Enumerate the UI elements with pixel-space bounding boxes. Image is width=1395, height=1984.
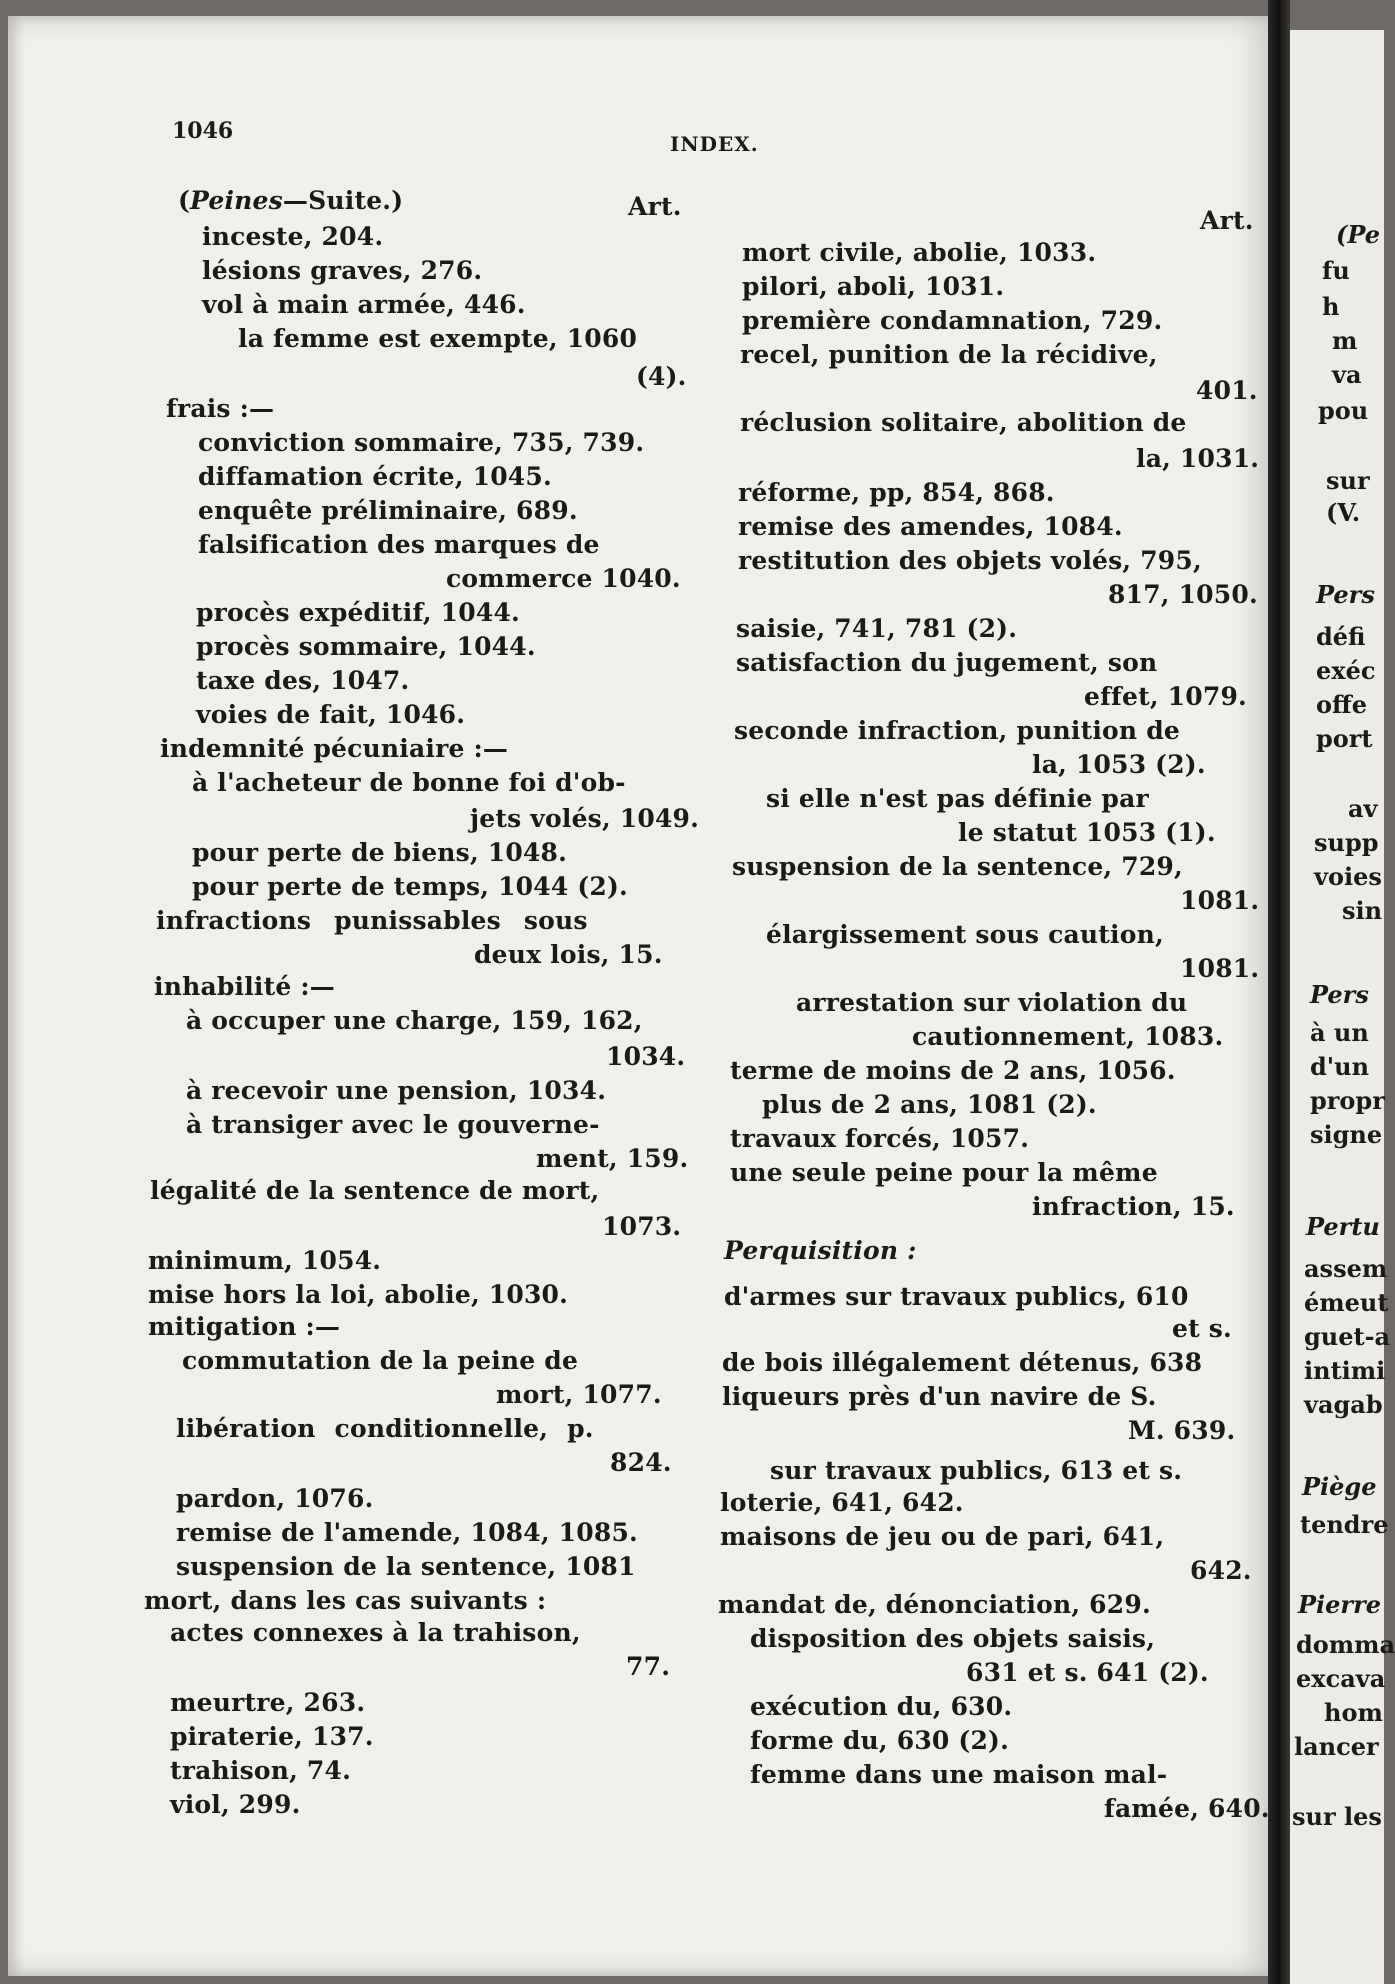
index-line: enquête préliminaire, 689. xyxy=(198,496,578,525)
index-line: 1081. xyxy=(1180,954,1260,983)
index-line: femme dans une maison mal- xyxy=(750,1760,1168,1789)
fragment: excava xyxy=(1296,1664,1386,1693)
fragment: port xyxy=(1316,724,1373,753)
index-line: à l'acheteur de bonne foi d'ob- xyxy=(192,768,626,797)
fragment: supp xyxy=(1314,828,1379,857)
fragment: sin xyxy=(1342,896,1383,925)
index-line: forme du, 630 (2). xyxy=(750,1726,1009,1755)
index-line: élargissement sous caution, xyxy=(766,920,1164,949)
index-line: à transiger avec le gouverne- xyxy=(186,1110,600,1139)
index-line: mort, 1077. xyxy=(496,1380,662,1409)
fragment: sur xyxy=(1326,466,1370,495)
index-line: restitution des objets volés, 795, xyxy=(738,546,1202,575)
index-line: taxe des, 1047. xyxy=(196,666,410,695)
index-line: mise hors la loi, abolie, 1030. xyxy=(148,1280,569,1309)
index-line: la, 1053 (2). xyxy=(1032,750,1206,779)
index-line: pour perte de biens, 1048. xyxy=(192,838,568,867)
fragment: d'un xyxy=(1310,1052,1370,1081)
index-line: et s. xyxy=(1172,1314,1232,1343)
index-line: 631 et s. 641 (2). xyxy=(966,1658,1209,1687)
fragment: Pers xyxy=(1316,580,1375,609)
index-line: (4). xyxy=(636,362,687,391)
fragment: Pers xyxy=(1310,980,1369,1009)
index-line: cautionnement, 1083. xyxy=(912,1022,1224,1051)
index-line: actes connexes à la trahison, xyxy=(170,1618,581,1647)
index-line: une seule peine pour la même xyxy=(730,1158,1158,1187)
index-line: procès sommaire, 1044. xyxy=(196,632,536,661)
index-line: la, 1031. xyxy=(1136,444,1260,473)
index-line: famée, 640. xyxy=(1104,1794,1270,1823)
fragment: (Pe xyxy=(1336,220,1381,249)
index-line: la femme est exempte, 1060 xyxy=(238,324,638,353)
index-line: légalité de la sentence de mort, xyxy=(150,1176,600,1205)
index-line: infraction, 15. xyxy=(1032,1192,1235,1221)
index-line: suspension de la sentence, 1081 xyxy=(176,1552,636,1581)
index-line: procès expéditif, 1044. xyxy=(196,598,520,627)
fragment: m xyxy=(1332,326,1358,355)
index-line: piraterie, 137. xyxy=(170,1722,374,1751)
art-label-right: Art. xyxy=(1200,206,1254,235)
index-line: minimum, 1054. xyxy=(148,1246,382,1275)
index-line: recel, punition de la récidive, xyxy=(740,340,1158,369)
index-line: première condamnation, 729. xyxy=(742,306,1163,335)
index-line: 401. xyxy=(1196,376,1258,405)
index-line: mort, dans les cas suivants : xyxy=(144,1586,547,1615)
index-line: 824. xyxy=(610,1448,672,1477)
index-line: frais :— xyxy=(166,394,275,423)
index-line: 1081. xyxy=(1180,886,1260,915)
index-line: réforme, pp, 854, 868. xyxy=(738,478,1055,507)
fragment: voies xyxy=(1314,862,1382,891)
index-line: inhabilité :— xyxy=(154,972,336,1001)
index-line: maisons de jeu ou de pari, 641, xyxy=(720,1522,1165,1551)
index-line: diffamation écrite, 1045. xyxy=(198,462,552,491)
index-line: à occuper une charge, 159, 162, xyxy=(186,1006,643,1035)
index-line: ment, 159. xyxy=(536,1144,689,1173)
fragment: Pertu xyxy=(1306,1212,1380,1241)
index-line: mandat de, dénonciation, 629. xyxy=(718,1590,1151,1619)
index-line: si elle n'est pas définie par xyxy=(766,784,1149,813)
index-line: disposition des objets saisis, xyxy=(750,1624,1156,1653)
index-line: 642. xyxy=(1190,1556,1252,1585)
index-line: sur travaux publics, 613 et s. xyxy=(770,1456,1183,1485)
index-line: réclusion solitaire, abolition de xyxy=(740,408,1187,437)
running-title: INDEX. xyxy=(670,132,759,156)
index-line: conviction sommaire, 735, 739. xyxy=(198,428,645,457)
fragment: propr xyxy=(1310,1086,1385,1115)
fragment: fu xyxy=(1322,256,1350,285)
index-line: lésions graves, 276. xyxy=(202,256,483,285)
fragment: Pierre xyxy=(1298,1590,1381,1619)
next-page-fragments xyxy=(1290,0,1395,1984)
index-line: liqueurs près d'un navire de S. xyxy=(722,1382,1157,1411)
index-line: travaux forcés, 1057. xyxy=(730,1124,1030,1153)
index-line: à recevoir une pension, 1034. xyxy=(186,1076,607,1105)
index-line: 77. xyxy=(626,1652,671,1681)
index-line: remise de l'amende, 1084, 1085. xyxy=(176,1518,638,1547)
index-line: saisie, 741, 781 (2). xyxy=(736,614,1018,643)
index-line: pour perte de temps, 1044 (2). xyxy=(192,872,628,901)
index-line: exécution du, 630. xyxy=(750,1692,1013,1721)
page-number: 1046 xyxy=(172,118,234,144)
heading-term: Peines xyxy=(190,186,283,215)
fragment: défi xyxy=(1316,622,1366,651)
index-line: inceste, 204. xyxy=(202,222,384,251)
index-line: voies de fait, 1046. xyxy=(196,700,466,729)
index-line: remise des amendes, 1084. xyxy=(738,512,1123,541)
fragment: émeut xyxy=(1304,1288,1389,1317)
fragment: offe xyxy=(1316,690,1367,719)
index-line: meurtre, 263. xyxy=(170,1688,366,1717)
index-line: indemnité pécuniaire :— xyxy=(160,734,509,763)
index-line: pilori, aboli, 1031. xyxy=(742,272,1005,301)
fragment: assem xyxy=(1304,1254,1388,1283)
index-line: infractions punissables sous xyxy=(156,906,588,935)
fragment: intimi xyxy=(1304,1356,1386,1385)
index-line: effet, 1079. xyxy=(1084,682,1247,711)
fragment: exéc xyxy=(1316,656,1376,685)
fragment: sur les xyxy=(1292,1802,1382,1831)
index-line: satisfaction du jugement, son xyxy=(736,648,1158,677)
index-line: plus de 2 ans, 1081 (2). xyxy=(762,1090,1097,1119)
index-line: seconde infraction, punition de xyxy=(734,716,1180,745)
index-line: jets volés, 1049. xyxy=(470,804,700,833)
fragment: guet-a xyxy=(1304,1322,1391,1351)
index-line: deux lois, 15. xyxy=(474,940,663,969)
index-line: 1034. xyxy=(606,1042,686,1071)
fragment: hom xyxy=(1324,1698,1383,1727)
index-line: libération conditionnelle, p. xyxy=(176,1414,594,1443)
fragment: Piège xyxy=(1302,1472,1377,1501)
index-line: terme de moins de 2 ans, 1056. xyxy=(730,1056,1176,1085)
fragment: pou xyxy=(1318,396,1369,425)
index-section-heading: Perquisition : xyxy=(724,1236,917,1265)
fragment: (V. xyxy=(1326,498,1361,527)
index-line: mitigation :— xyxy=(148,1312,341,1341)
fragment: vagab xyxy=(1304,1390,1383,1419)
fragment: domma xyxy=(1296,1630,1395,1659)
fragment: signe xyxy=(1310,1120,1383,1149)
heading-continuation: —Suite.) xyxy=(282,186,404,215)
index-line: 1073. xyxy=(602,1212,682,1241)
index-line: 817, 1050. xyxy=(1108,580,1258,609)
art-label-left: Art. xyxy=(628,192,682,221)
fragment: à un xyxy=(1310,1018,1369,1047)
index-line: vol à main armée, 446. xyxy=(202,290,526,319)
index-line: M. 639. xyxy=(1128,1416,1236,1445)
index-line: falsification des marques de xyxy=(198,530,600,559)
index-line: d'armes sur travaux publics, 610 xyxy=(724,1282,1189,1311)
fragment: tendre xyxy=(1300,1510,1389,1539)
index-line: pardon, 1076. xyxy=(176,1484,374,1513)
heading-paren: ( xyxy=(178,186,191,215)
index-line: suspension de la sentence, 729, xyxy=(732,852,1183,881)
index-line: le statut 1053 (1). xyxy=(958,818,1216,847)
index-line: de bois illégalement détenus, 638 xyxy=(722,1348,1203,1377)
index-line: commerce 1040. xyxy=(446,564,681,593)
index-line: loterie, 641, 642. xyxy=(720,1488,964,1517)
index-line: arrestation sur violation du xyxy=(796,988,1188,1017)
index-line: trahison, 74. xyxy=(170,1756,352,1785)
index-line: mort civile, abolie, 1033. xyxy=(742,238,1097,267)
fragment: av xyxy=(1348,794,1378,823)
fragment: va xyxy=(1332,360,1362,389)
index-line: commutation de la peine de xyxy=(182,1346,579,1375)
fragment: h xyxy=(1322,292,1340,321)
index-line: viol, 299. xyxy=(170,1790,301,1819)
fragment: lancer xyxy=(1294,1732,1379,1761)
